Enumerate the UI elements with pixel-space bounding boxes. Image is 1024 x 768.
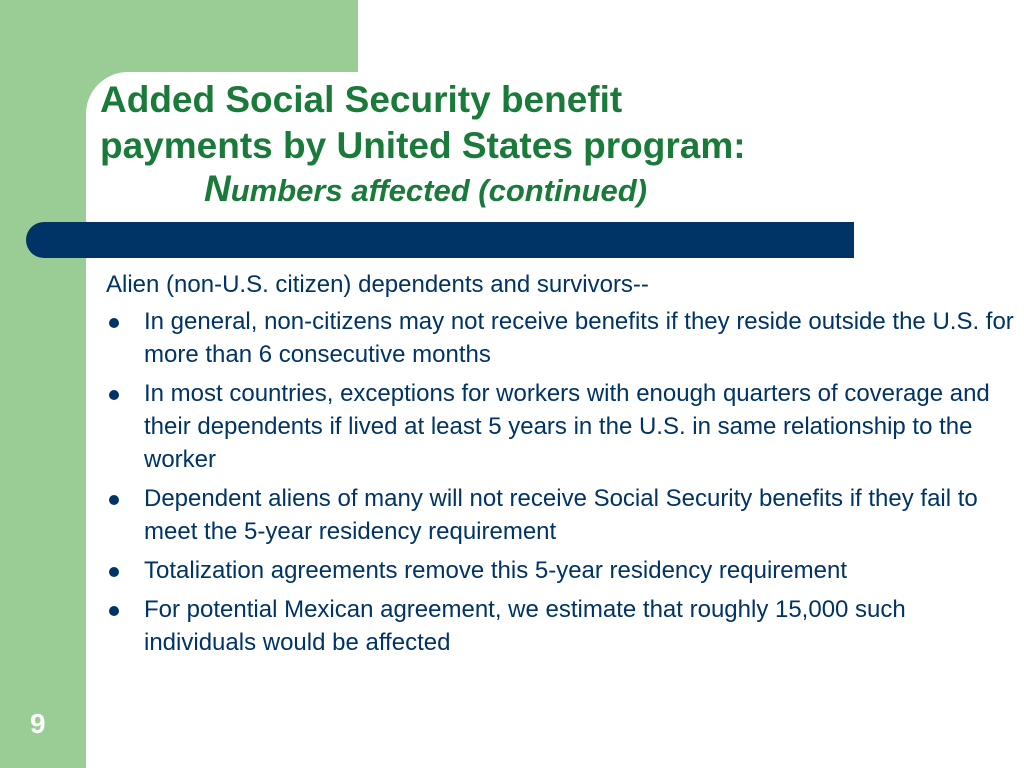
bullet-text: For potential Mexican agreement, we estimate that roughly 15,000 such individuals would be affected (144, 596, 906, 656)
bullet-text: Dependent aliens of many will not receive Social Security benefits if they fail to meet the 5-year residency requirement (144, 485, 978, 545)
bullet-icon (109, 606, 119, 616)
bullet-icon (109, 495, 119, 505)
bullet-icon (109, 390, 119, 400)
page-number: 9 (30, 708, 46, 739)
slide-title (100, 77, 980, 211)
bullet-list (106, 305, 1018, 659)
bullet-item (106, 482, 1018, 548)
bullet-text: In general, non-citizens may not receive benefits if they reside outside the U.S. for more than 6 consecutive months (144, 308, 1014, 368)
subtitle-initial: N (204, 168, 231, 209)
title-line-2: payments by United States program: (100, 125, 746, 166)
bullet-text: Totalization agreements remove this 5-year residency requirement (144, 557, 847, 584)
slide-body (106, 268, 1018, 665)
bullet-item (106, 305, 1018, 371)
title-subtitle (100, 169, 980, 211)
bullet-icon (109, 318, 119, 328)
bullet-icon (109, 567, 119, 577)
subtitle-rest: umbers affected (continued) (230, 173, 647, 208)
intro-text: Alien (non-U.S. citizen) dependents and survivors-- (106, 271, 649, 298)
title-underline-bar (26, 222, 854, 258)
title-line-1: Added Social Security benefit (100, 79, 623, 120)
bullet-item (106, 593, 1018, 659)
bullet-text: In most countries, exceptions for workers with enough quarters of coverage and their dependents if lived at least 5 years in the U.S. in same relationship to the worker (144, 380, 990, 473)
bullet-item (106, 554, 1018, 587)
bullet-item (106, 377, 1018, 476)
